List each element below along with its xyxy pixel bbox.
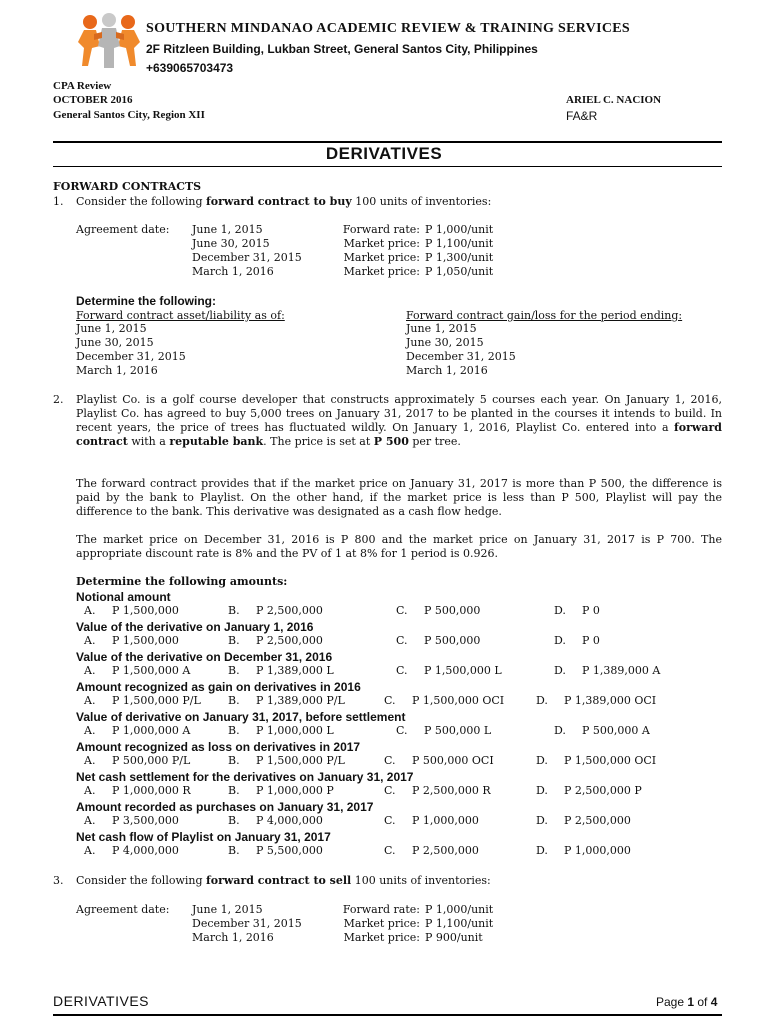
- option-letter: D.: [536, 784, 548, 797]
- option-letter: C.: [384, 814, 396, 827]
- section-title: FORWARD CONTRACTS: [53, 180, 202, 193]
- q3-row-value: P 1,000/unit: [425, 903, 494, 916]
- option-text: P 1,000,000 P: [256, 784, 334, 797]
- page-number: [656, 995, 717, 1009]
- q2-p1-bold-bank: reputable bank: [169, 435, 264, 448]
- option-letter: B.: [228, 754, 240, 767]
- title-top-rule: [53, 141, 722, 143]
- q1-right-item: March 1, 2016: [406, 364, 488, 377]
- q1-left-item: December 31, 2015: [76, 350, 186, 363]
- option-text: P 1,500,000: [112, 604, 179, 617]
- option-letter: D.: [536, 694, 548, 707]
- option-letter: B.: [228, 694, 240, 707]
- q2-paragraph-1: [76, 393, 722, 449]
- option-letter: A.: [84, 604, 96, 617]
- option-text: P 3,500,000: [112, 814, 179, 827]
- option-letter: C.: [384, 694, 396, 707]
- q3-agreement-label: Agreement date:: [76, 903, 170, 916]
- option-text: P 0: [582, 604, 600, 617]
- q1-row-date: December 31, 2015: [192, 251, 302, 264]
- option-letter: B.: [228, 724, 240, 737]
- option-text: P 2,500,000: [412, 844, 479, 857]
- page-title: DERIVATIVES: [325, 144, 443, 163]
- option-letter: C.: [396, 664, 408, 677]
- q3-number: 3.: [53, 874, 64, 887]
- q3-text-bold: forward contract to sell: [206, 874, 352, 887]
- q1-right-item: June 1, 2015: [406, 322, 477, 335]
- option-text: P 1,000,000 L: [256, 724, 334, 737]
- option-letter: B.: [228, 844, 240, 857]
- option-text: P 1,000,000 A: [112, 724, 191, 737]
- option-text: P 500,000 P/L: [112, 754, 191, 767]
- org-name: SOUTHERN MINDANAO ACADEMIC REVIEW & TRAINING SERVICES: [146, 21, 630, 36]
- q1-number: 1.: [53, 195, 64, 208]
- option-text: P 1,500,000 P/L: [256, 754, 345, 767]
- option-letter: A.: [84, 814, 96, 827]
- q3-row-label: Forward rate:: [342, 903, 420, 916]
- q3-text-post: 100 units of inventories:: [351, 874, 491, 887]
- option-letter: B.: [228, 784, 240, 797]
- q1-row-date: June 30, 2015: [192, 237, 270, 250]
- option-letter: B.: [228, 814, 240, 827]
- option-text: P 4,000,000: [256, 814, 323, 827]
- subject-code: FA&R: [566, 109, 598, 123]
- q3-row-value: P 900/unit: [425, 931, 483, 944]
- q2-determine: Determine the following amounts:: [76, 575, 288, 588]
- q1-text-post: 100 units of inventories:: [351, 195, 492, 208]
- footer-title: DERIVATIVES: [53, 993, 150, 1009]
- option-text: P 500,000 L: [424, 724, 492, 737]
- option-letter: C.: [396, 634, 408, 647]
- q3-row-date: December 31, 2015: [192, 917, 302, 930]
- org-address: 2F Ritzleen Building, Lukban Street, General Santos City, Philippines: [146, 42, 538, 56]
- q2-p1-text: . The price is set at: [263, 435, 374, 448]
- option-letter: D.: [536, 844, 548, 857]
- option-text: P 2,500,000: [564, 814, 631, 827]
- q2-p1-text: with a: [127, 435, 170, 448]
- option-text: P 4,000,000: [112, 844, 179, 857]
- q2-sub-label: Amount recorded as purchases on January 31, 2017: [76, 800, 374, 814]
- q2-p1-text: per tree.: [408, 435, 461, 448]
- option-letter: A.: [84, 664, 96, 677]
- q2-sub-label: Net cash flow of Playlist on January 31, 2017: [76, 830, 331, 844]
- option-letter: D.: [536, 814, 548, 827]
- q1-row-date: March 1, 2016: [192, 265, 274, 278]
- page-current: 1: [687, 995, 695, 1009]
- option-letter: C.: [384, 784, 396, 797]
- q3-row-value: P 1,100/unit: [425, 917, 494, 930]
- instructor-name: ARIEL C. NACION: [566, 94, 662, 106]
- q1-row-label: Market price:: [343, 251, 420, 264]
- option-text: P 1,500,000 OCI: [564, 754, 657, 767]
- q2-sub-label: Notional amount: [76, 590, 171, 604]
- q1-left-item: June 1, 2015: [76, 322, 147, 335]
- option-letter: A.: [84, 844, 96, 857]
- option-text: P 500,000: [424, 604, 481, 617]
- q1-row-label: Forward rate:: [342, 223, 420, 236]
- q1-row-value: P 1,100/unit: [425, 237, 494, 250]
- option-letter: A.: [84, 634, 96, 647]
- org-phone: +639065703473: [146, 61, 234, 75]
- option-letter: A.: [84, 724, 96, 737]
- option-text: P 500,000: [424, 634, 481, 647]
- option-text: P 1,000,000: [564, 844, 631, 857]
- q2-sub-label: Net cash settlement for the derivatives on January 31, 2017: [76, 770, 414, 784]
- location-label: General Santos City, Region XII: [53, 109, 205, 121]
- q1-row-value: P 1,300/unit: [425, 251, 494, 264]
- q1-right-item: June 30, 2015: [406, 336, 484, 349]
- option-letter: D.: [554, 604, 566, 617]
- option-letter: C.: [384, 844, 396, 857]
- option-letter: B.: [228, 664, 240, 677]
- option-letter: B.: [228, 634, 240, 647]
- q1-row-label: Market price:: [343, 237, 420, 250]
- q3-row-label: Market price:: [343, 917, 420, 930]
- logo-figures-image: [78, 12, 140, 70]
- q3-row-date: March 1, 2016: [192, 931, 274, 944]
- q1-right-item: December 31, 2015: [406, 350, 516, 363]
- q2-paragraph-3: The market price on December 31, 2016 is P 800 and the market price on January 31, 2017 is P 700. The appropriate discount rate is 8% and the PV of 1 at 8% for 1 period is 0.926.: [76, 533, 722, 560]
- option-text: P 1,000,000: [412, 814, 479, 827]
- option-text: P 1,389,000 L: [256, 664, 334, 677]
- option-text: P 1,389,000 OCI: [564, 694, 657, 707]
- option-letter: A.: [84, 754, 96, 767]
- q2-sub-label: Value of the derivative on December 31, 2016: [76, 650, 333, 664]
- q1-row-label: Market price:: [343, 265, 420, 278]
- q1-row-value: P 1,000/unit: [425, 223, 494, 236]
- q1-text: [76, 195, 491, 208]
- option-text: P 2,500,000 P: [564, 784, 642, 797]
- title-bottom-rule: [53, 166, 722, 167]
- option-text: P 500,000 A: [582, 724, 650, 737]
- q3-text: [76, 874, 491, 887]
- term-label: OCTOBER 2016: [53, 94, 133, 106]
- option-letter: D.: [554, 664, 566, 677]
- page-prefix: Page: [656, 995, 688, 1009]
- option-text: P 1,500,000 A: [112, 664, 191, 677]
- q3-text-pre: Consider the following: [76, 874, 207, 887]
- page-total: 4: [710, 995, 718, 1009]
- q2-number: 2.: [53, 393, 64, 406]
- option-text: P 1,500,000 P/L: [112, 694, 201, 707]
- option-text: P 2,500,000 R: [412, 784, 491, 797]
- q2-sub-label: Value of derivative on January 31, 2017, before settlement: [76, 710, 406, 724]
- q3-row-date: June 1, 2015: [192, 903, 263, 916]
- option-letter: A.: [84, 694, 96, 707]
- q2-sub-label: Value of the derivative on January 1, 2016: [76, 620, 314, 634]
- option-letter: A.: [84, 784, 96, 797]
- q1-text-pre: Consider the following: [76, 195, 207, 208]
- q1-left-heading: Forward contract asset/liability as of:: [76, 309, 285, 322]
- q1-row-value: P 1,050/unit: [425, 265, 494, 278]
- option-text: P 5,500,000: [256, 844, 323, 857]
- option-letter: B.: [228, 604, 240, 617]
- option-letter: C.: [396, 604, 408, 617]
- option-text: P 1,389,000 A: [582, 664, 661, 677]
- course-label: CPA Review: [53, 80, 112, 92]
- option-text: P 1,000,000 R: [112, 784, 191, 797]
- q2-p1-bold-forward: forward contract: [76, 421, 722, 448]
- q1-row-date: June 1, 2015: [192, 223, 263, 236]
- option-letter: C.: [396, 724, 408, 737]
- q3-row-label: Market price:: [343, 931, 420, 944]
- q2-sub-label: Amount recognized as gain on derivatives in 2016: [76, 680, 361, 694]
- q2-p1-bold-price: P 500: [373, 435, 409, 448]
- q2-sub-label: Amount recognized as loss on derivatives in 2017: [76, 740, 361, 754]
- q2-p1-text: Playlist Co. is a golf course developer that constructs approximately 5 courses each year. On January 1, 2016, Playlist Co. has agreed to buy 5,000 trees on January 31, 2017 to be planted in the courses it intends to build. In recent years, the price of trees has fluctuated wildly. On January 1, 2016, Playlist Co. entered into a: [76, 393, 722, 434]
- option-text: P 500,000 OCI: [412, 754, 494, 767]
- option-text: P 1,500,000 OCI: [412, 694, 505, 707]
- option-letter: D.: [554, 634, 566, 647]
- option-text: P 2,500,000: [256, 604, 323, 617]
- option-text: P 1,500,000 L: [424, 664, 502, 677]
- option-letter: D.: [536, 754, 548, 767]
- option-letter: C.: [384, 754, 396, 767]
- q1-right-heading: Forward contract gain/loss for the period ending:: [406, 309, 683, 322]
- q1-left-item: March 1, 2016: [76, 364, 158, 377]
- q1-left-item: June 30, 2015: [76, 336, 154, 349]
- q2-paragraph-2: The forward contract provides that if the market price on January 31, 2017 is more than P 500, the difference is paid by the bank to Playlist. On the other hand, if the market price is less than P 500, Playlist will pay the difference to the bank. This derivative was designated as a cash flow hedge.: [76, 477, 722, 518]
- q1-determine: Determine the following:: [76, 294, 217, 308]
- footer-rule: [53, 1014, 722, 1016]
- page-mid: of: [694, 995, 711, 1009]
- option-text: P 1,500,000: [112, 634, 179, 647]
- q1-text-bold: forward contract to buy: [206, 195, 352, 208]
- option-letter: D.: [554, 724, 566, 737]
- option-text: P 2,500,000: [256, 634, 323, 647]
- option-text: P 0: [582, 634, 600, 647]
- q1-agreement-label: Agreement date:: [76, 223, 170, 236]
- option-text: P 1,389,000 P/L: [256, 694, 345, 707]
